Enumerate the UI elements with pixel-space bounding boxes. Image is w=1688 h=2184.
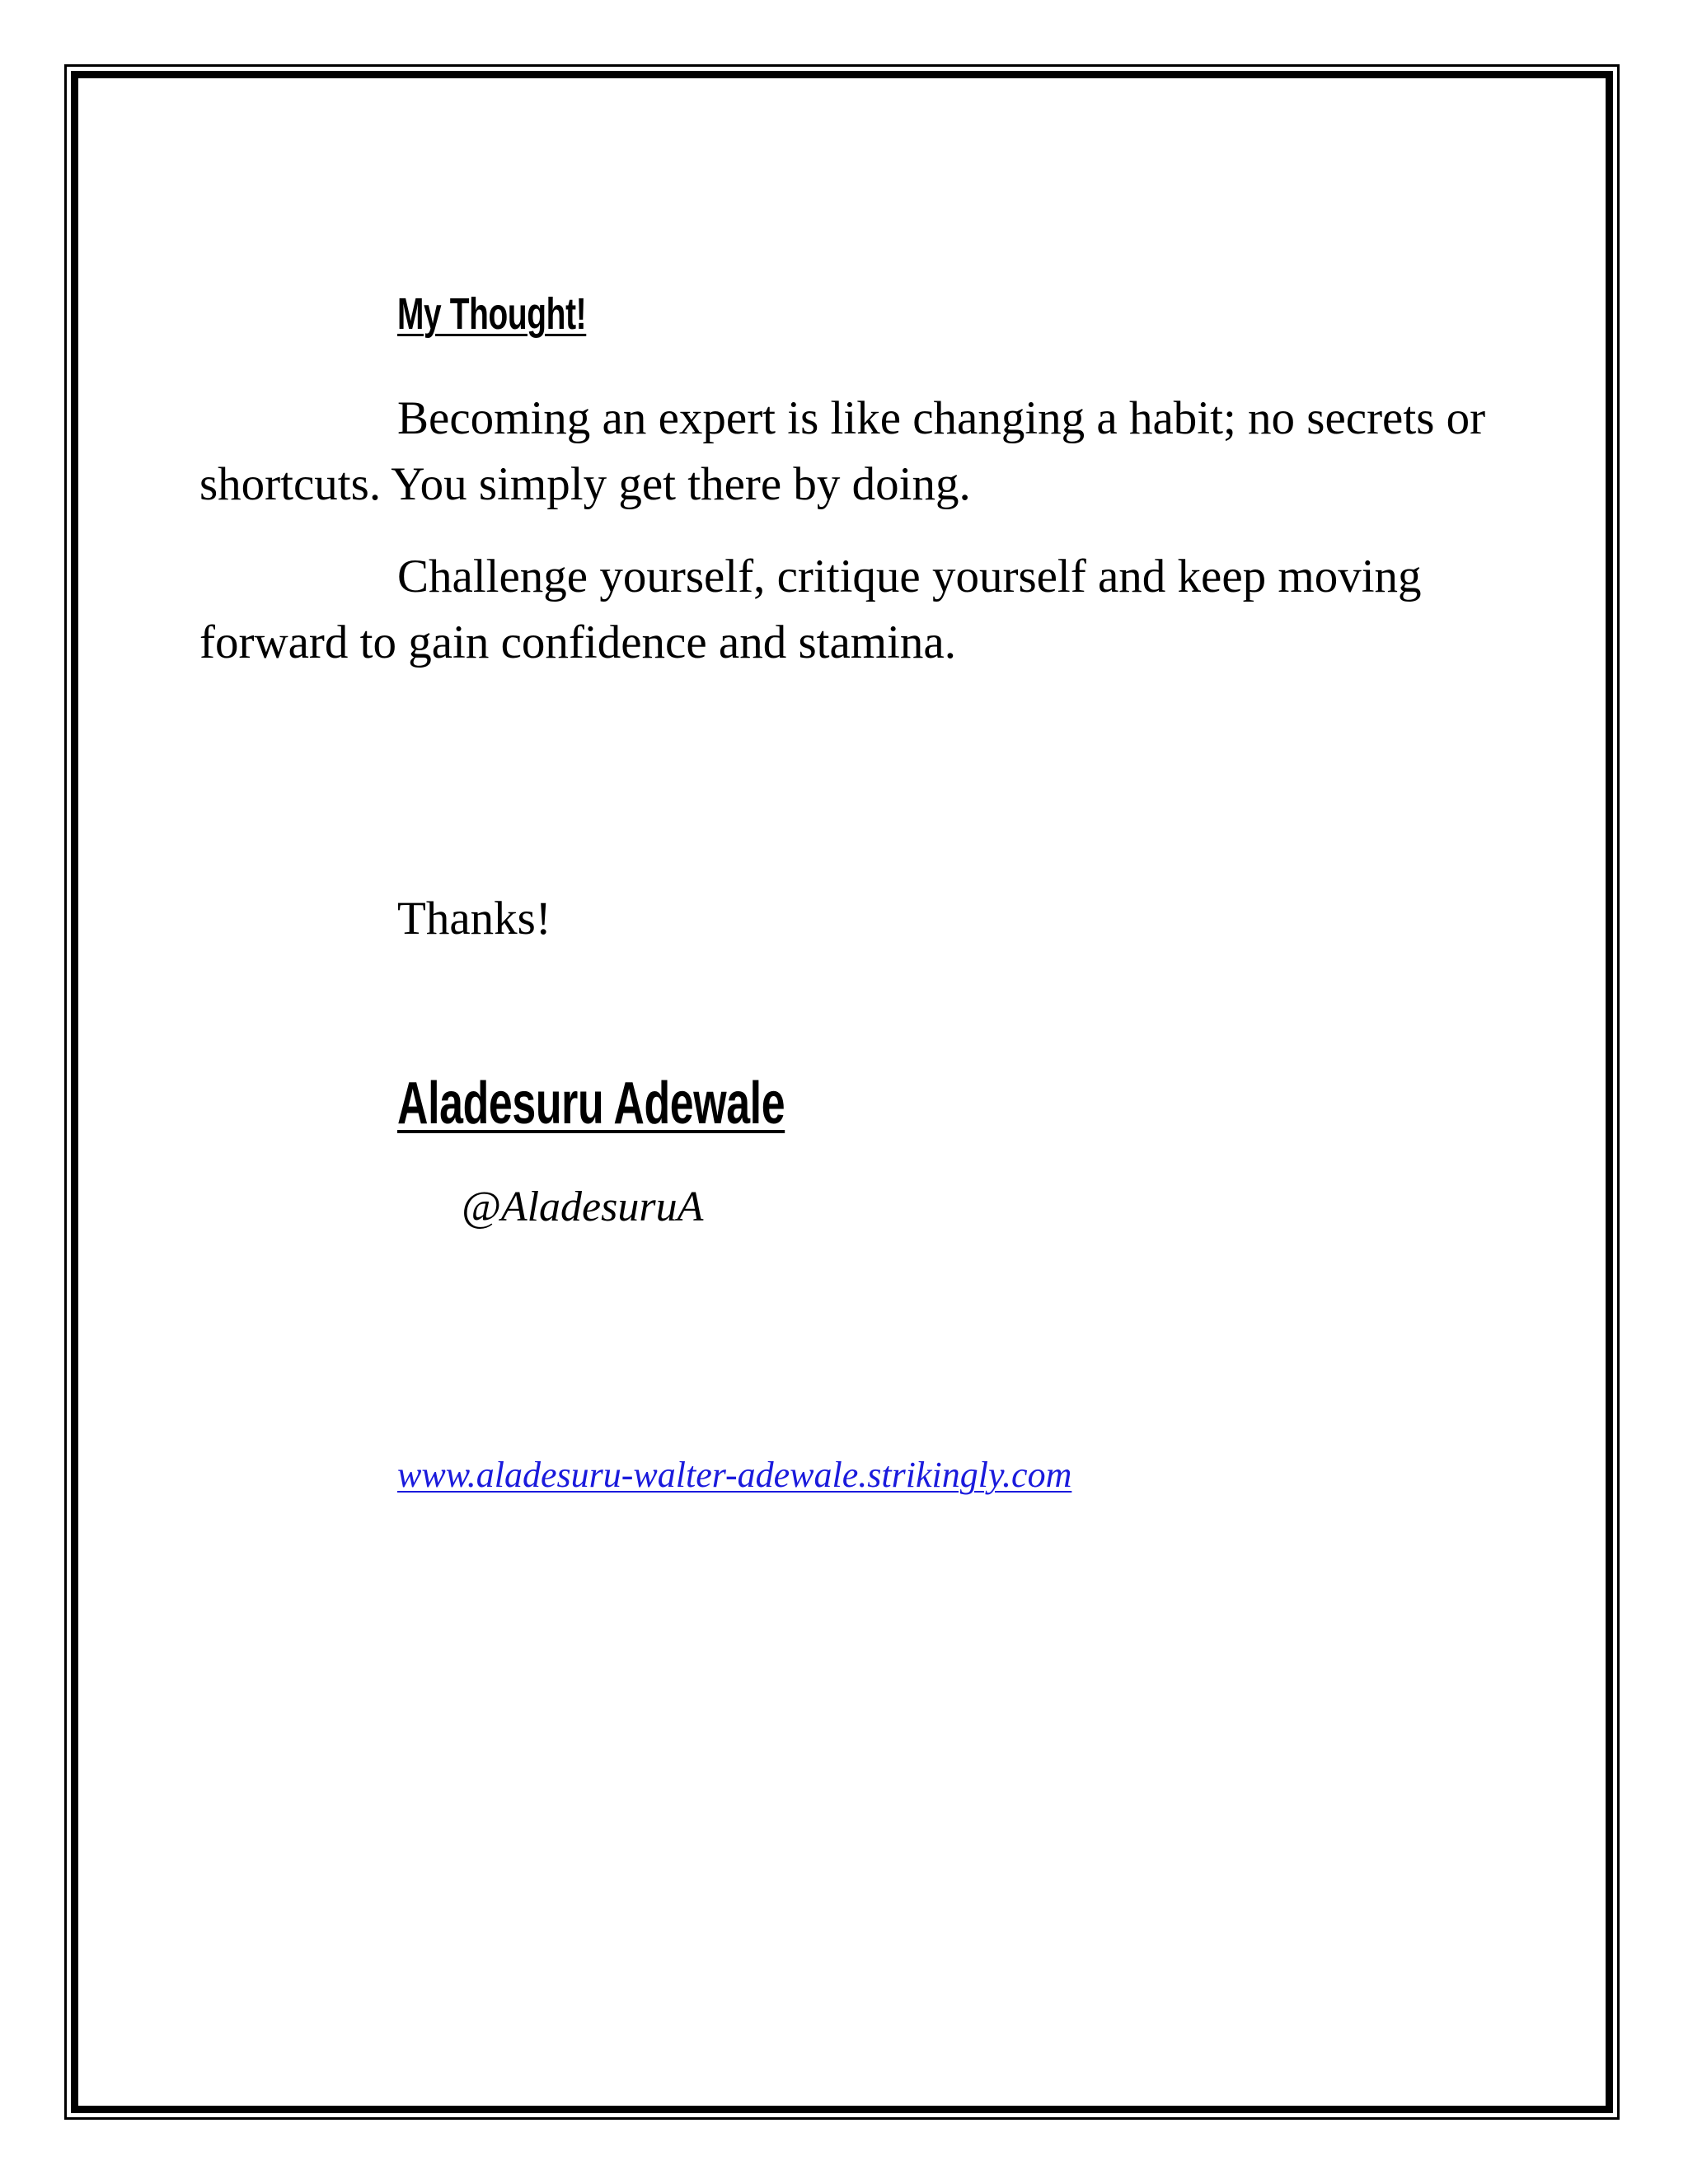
paragraph-1: Becoming an expert is like changing a habit; no secrets or shortcuts. You simply get there by doing. xyxy=(199,392,1486,510)
author-name: Aladesuru Adewale xyxy=(397,1071,785,1137)
page-heading: My Thought! xyxy=(397,289,587,339)
closing-text: Thanks! xyxy=(397,893,551,944)
paragraph-2: Challenge yourself, critique yourself and keep moving forward to gain confidence and stamina. xyxy=(199,551,1422,668)
author-handle: @AladesuruA xyxy=(462,1183,704,1230)
website-link[interactable]: www.aladesuru-walter-adewale.strikingly.com xyxy=(397,1455,1072,1495)
page-border-inner xyxy=(71,71,1613,2113)
